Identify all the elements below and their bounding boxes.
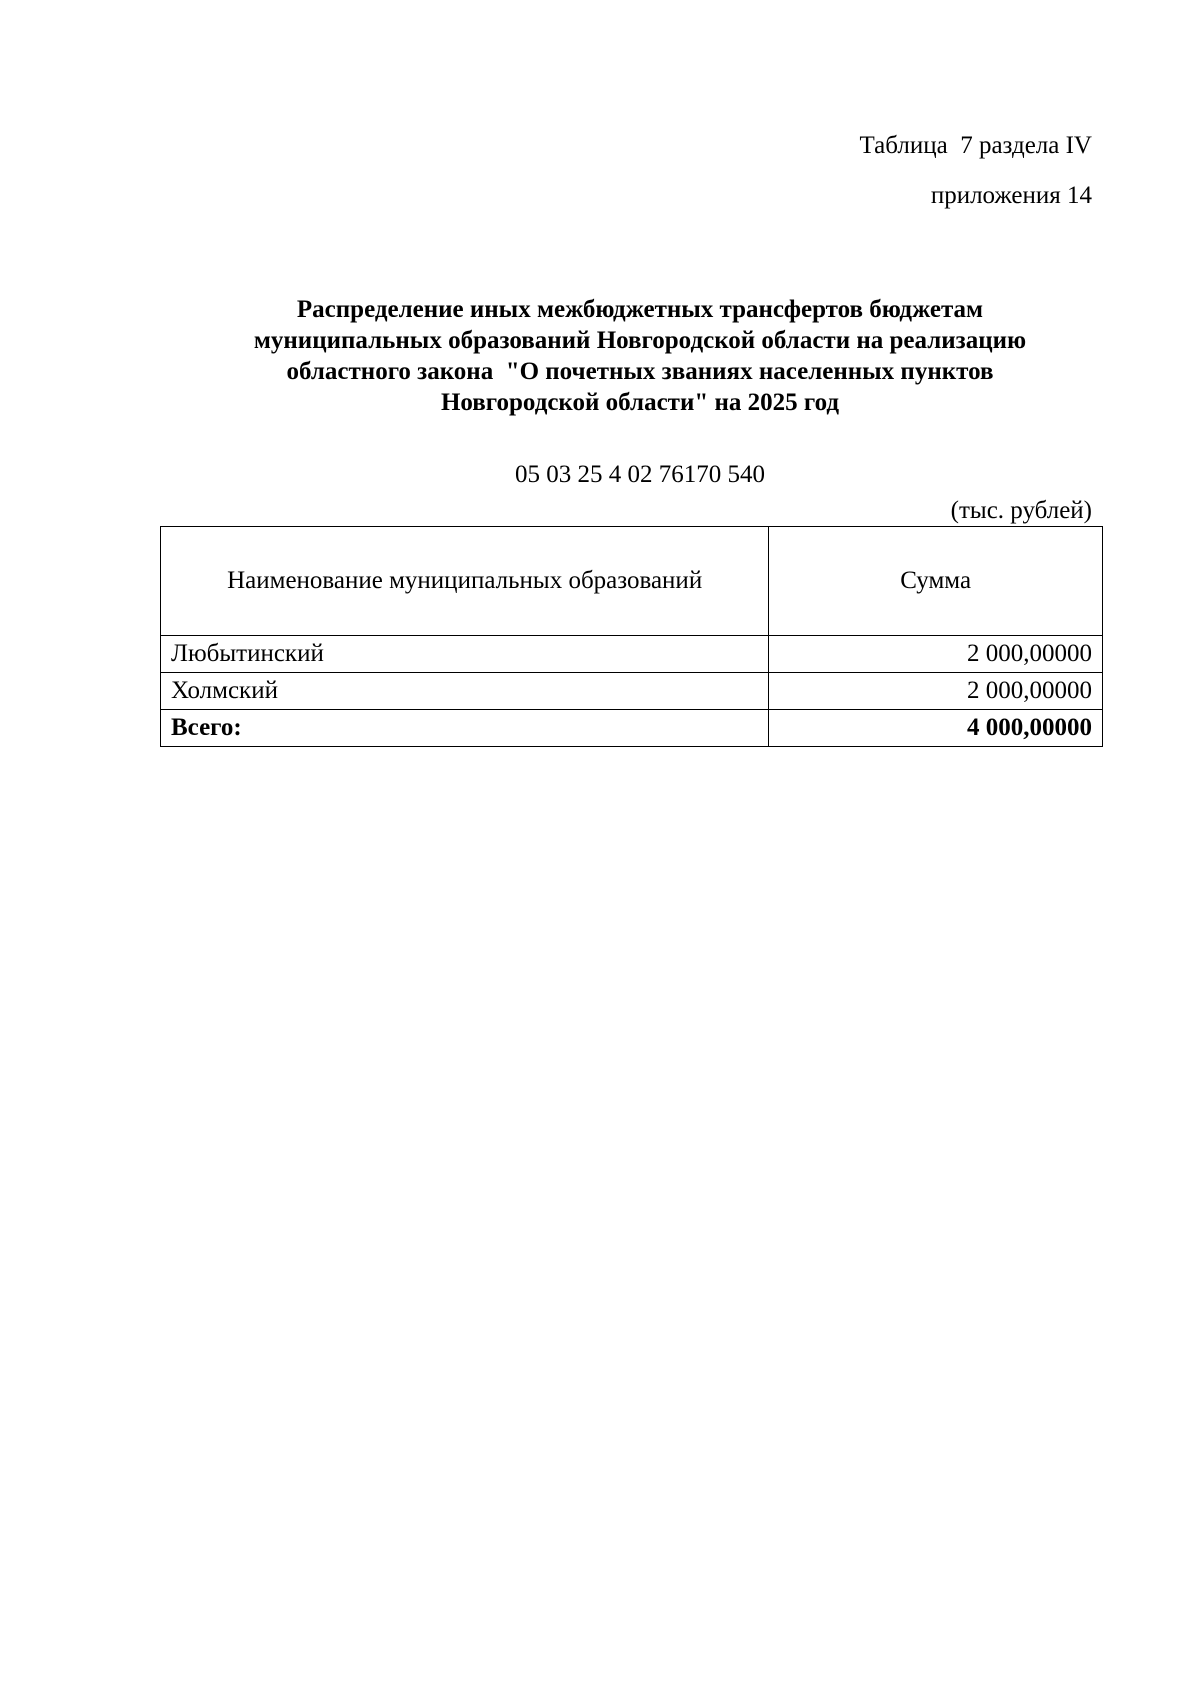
table-total-row xyxy=(161,710,1103,747)
municipality-name: Холмский xyxy=(161,673,769,710)
total-sum: 4 000,00000 xyxy=(769,710,1103,747)
municipality-sum: 2 000,00000 xyxy=(769,673,1103,710)
table-header-row xyxy=(161,527,1103,636)
column-header-name: Наименование муниципальных образований xyxy=(161,527,769,636)
column-header-sum: Сумма xyxy=(769,527,1103,636)
municipality-name: Любытинский xyxy=(161,636,769,673)
total-label: Всего: xyxy=(161,710,769,747)
table-row xyxy=(161,673,1103,710)
municipality-sum: 2 000,00000 xyxy=(769,636,1103,673)
table-reference-line-1: Таблица 7 раздела IV xyxy=(859,132,1092,159)
units-label: (тыс. рублей) xyxy=(950,497,1092,524)
table-reference-line-2: приложения 14 xyxy=(930,182,1092,209)
budget-classification-code: 05 03 25 4 02 76170 540 xyxy=(515,461,765,488)
distribution-table xyxy=(160,526,1103,747)
table-row xyxy=(161,636,1103,673)
document-title: Распределение иных межбюджетных трансфертов бюджетам муниципальных образований Новгородской области на реализацию областного закона "О почетных званиях населенных пунктов Новгородской области" на 2025 год xyxy=(253,296,1027,416)
